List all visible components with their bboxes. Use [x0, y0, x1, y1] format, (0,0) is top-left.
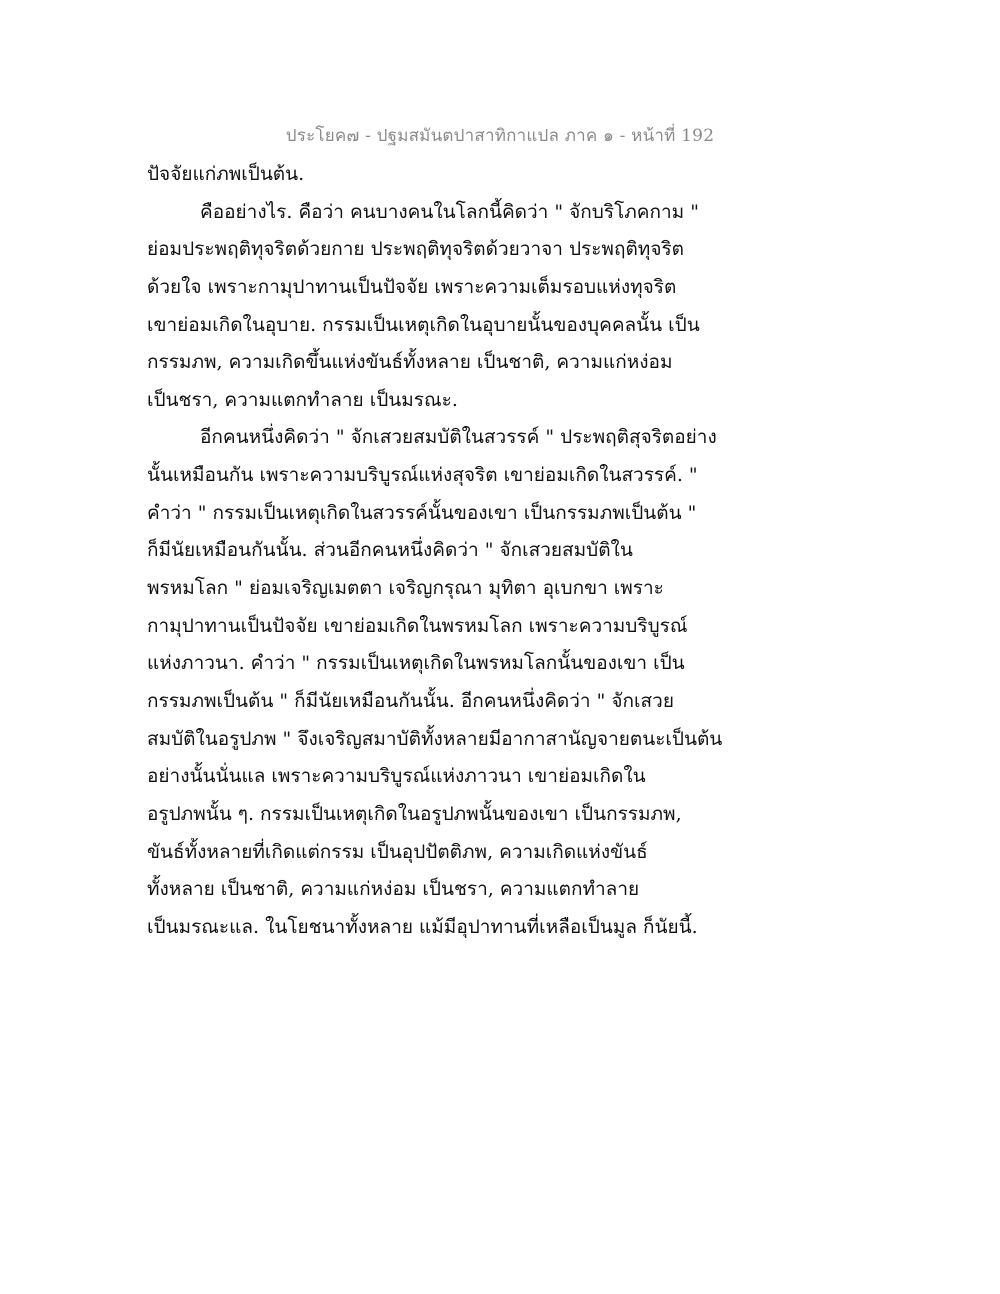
text-line: เป็นมรณะแล. ในโยชนาทั้งหลาย แม้มีอุปาทานที่เหลือเป็นมูล ก็นัยนี้. — [147, 915, 698, 938]
running-header: ประโยค๗ - ปฐมสมันตปาสาทิกาแปล ภาค ๑ - หน้าที่ 192 — [285, 126, 715, 146]
text-line: ทั้งหลาย เป็นชาติ, ความแก่หง่อม เป็นชรา, ความแตกทำลาย — [147, 878, 640, 901]
text-line: อย่างนั้นนั่นแล เพราะความบริบูรณ์แห่งภาวนา เขาย่อมเกิดใน — [147, 765, 646, 788]
text-line: ย่อมประพฤติทุจริตด้วยกาย ประพฤติทุจริตด้วยวาจา ประพฤติทุจริต — [147, 238, 684, 261]
text-line: เป็นชรา, ความแตกทำลาย เป็นมรณะ. — [147, 388, 458, 411]
paragraph-first-line: อีกคนหนึ่งคิดว่า " จักเสวยสมบัติในสวรรค์ " ประพฤติสุจริตอย่าง — [200, 426, 717, 449]
text-line: ด้วยใจ เพราะกามุปาทานเป็นปัจจัย เพราะความเต็มรอบแห่งทุจริต — [147, 275, 677, 298]
text-line: นั้นเหมือนกัน เพราะความบริบูรณ์แห่งสุจริต เขาย่อมเกิดในสวรรค์. " — [147, 464, 698, 487]
text-line: กามุปาทานเป็นปัจจัย เขาย่อมเกิดในพรหมโลก เพราะความบริบูรณ์ — [147, 614, 688, 637]
text-line: อรูปภพนั้น ๆ. กรรมเป็นเหตุเกิดในอรูปภพนั้นของเขา เป็นกรรมภพ, — [147, 802, 682, 825]
text-line: พรหมโลก " ย่อมเจริญเมตตา เจริญกรุณา มุทิตา อุเบกขา เพราะ — [147, 577, 664, 600]
text-line: ก็มีนัยเหมือนกันนั้น. ส่วนอีกคนหนึ่งคิดว่า " จักเสวยสมบัติใน — [147, 539, 633, 562]
text-line: สมบัติในอรูปภพ " จึงเจริญสมาบัติทั้งหลายมีอากาสานัญจายตนะเป็นต้น — [147, 727, 723, 750]
body-text — [147, 156, 737, 946]
text-line: กรรมภพ, ความเกิดขึ้นแห่งขันธ์ทั้งหลาย เป็นชาติ, ความแก่หง่อม — [147, 351, 673, 374]
paragraph-first-line: คืออย่างไร. คือว่า คนบางคนในโลกนี้คิดว่า " จักบริโภคกาม " — [200, 200, 699, 223]
text-line: ปัจจัยแก่ภพเป็นต้น. — [147, 163, 305, 185]
text-line: ขันธ์ทั้งหลายที่เกิดแต่กรรม เป็นอุปปัตติภพ, ความเกิดแห่งขันธ์ — [147, 840, 648, 863]
text-line: เขาย่อมเกิดในอุบาย. กรรมเป็นเหตุเกิดในอุบายนั้นของบุคคลนั้น เป็น — [147, 313, 700, 336]
text-line: กรรมภพเป็นต้น " ก็มีนัยเหมือนกันนั้น. อีกคนหนึ่งคิดว่า " จักเสวย — [147, 689, 674, 712]
text-line: แห่งภาวนา. คำว่า " กรรมเป็นเหตุเกิดในพรหมโลกนั้นของเขา เป็น — [147, 652, 685, 675]
text-line: คำว่า " กรรมเป็นเหตุเกิดในสวรรค์นั้นของเขา เป็นกรรมภพเป็นต้น " — [147, 501, 697, 524]
